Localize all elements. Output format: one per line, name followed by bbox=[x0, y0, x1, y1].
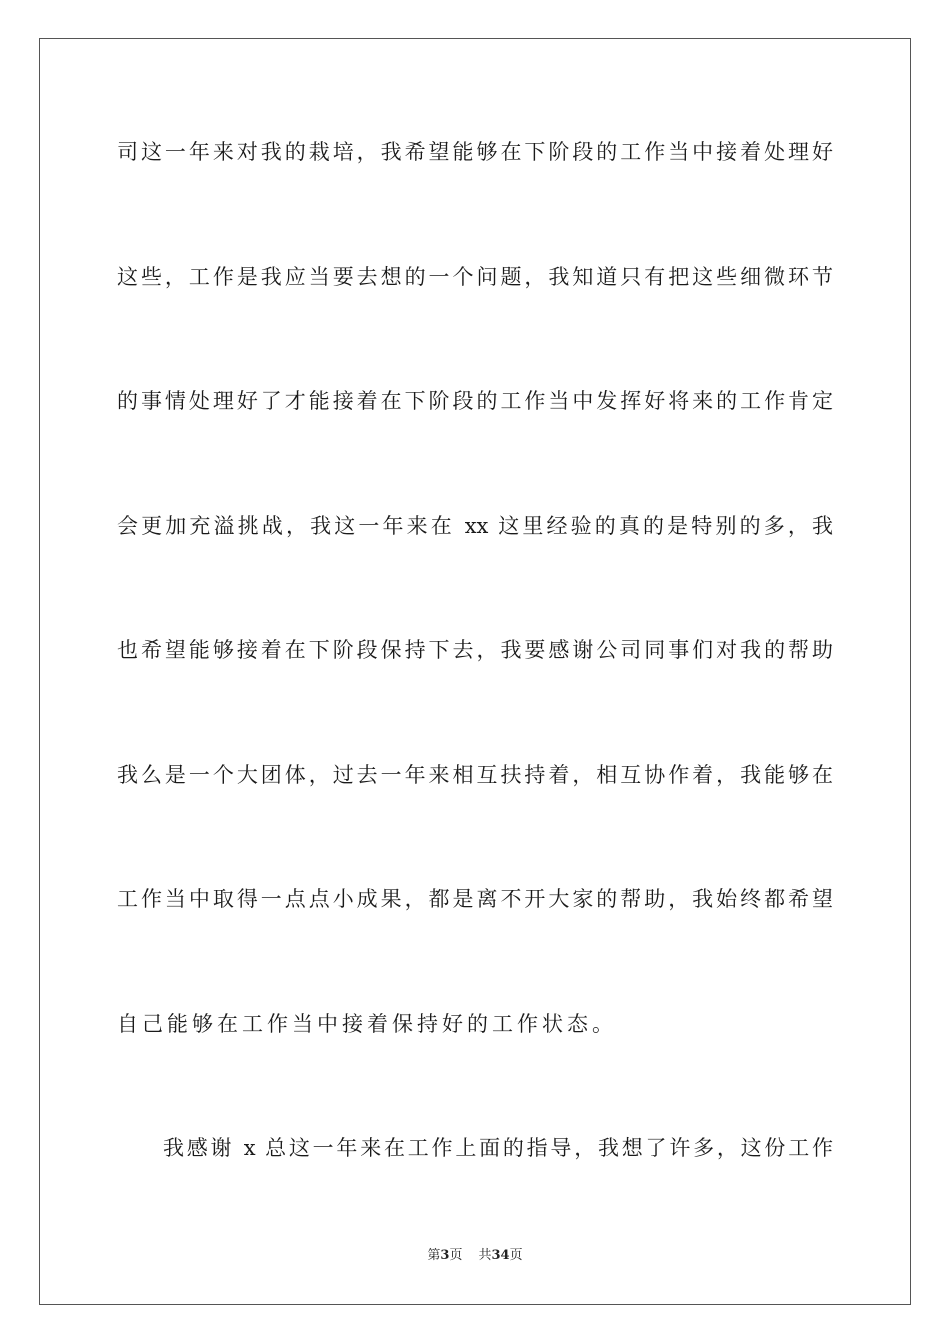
page-number: 3 bbox=[440, 1248, 450, 1263]
text-line: 这些，工作是我应当要去想的一个问题，我知道只有把这些细微环节 bbox=[117, 265, 833, 289]
text-line-paragraph-end: 自己能够在工作当中接着保持好的工作状态。 bbox=[117, 1012, 617, 1036]
text-line: 会更加充溢挑战，我这一年来在 xx 这里经验的真的是特别的多，我 bbox=[117, 514, 833, 538]
page-number-suffix: 页 bbox=[449, 1248, 463, 1263]
page-border bbox=[39, 38, 911, 1305]
text-line: 工作当中取得一点点小成果，都是离不开大家的帮助，我始终都希望 bbox=[117, 887, 833, 911]
total-pages-suffix: 页 bbox=[509, 1248, 523, 1263]
total-pages: 34 bbox=[491, 1248, 510, 1263]
total-pages-prefix: 共 bbox=[478, 1248, 492, 1263]
text-line-paragraph-start: 我感谢 x 总这一年来在工作上面的指导，我想了许多，这份工作 bbox=[163, 1136, 833, 1160]
page-footer bbox=[0, 1247, 950, 1265]
text-line: 我么是一个大团体，过去一年来相互扶持着，相互协作着，我能够在 bbox=[117, 763, 833, 787]
page-number-prefix: 第 bbox=[427, 1248, 441, 1263]
text-line: 的事情处理好了才能接着在下阶段的工作当中发挥好将来的工作肯定 bbox=[117, 389, 833, 413]
text-line: 司这一年来对我的栽培，我希望能够在下阶段的工作当中接着处理好 bbox=[117, 140, 833, 164]
text-line: 也希望能够接着在下阶段保持下去，我要感谢公司同事们对我的帮助 bbox=[117, 638, 833, 662]
